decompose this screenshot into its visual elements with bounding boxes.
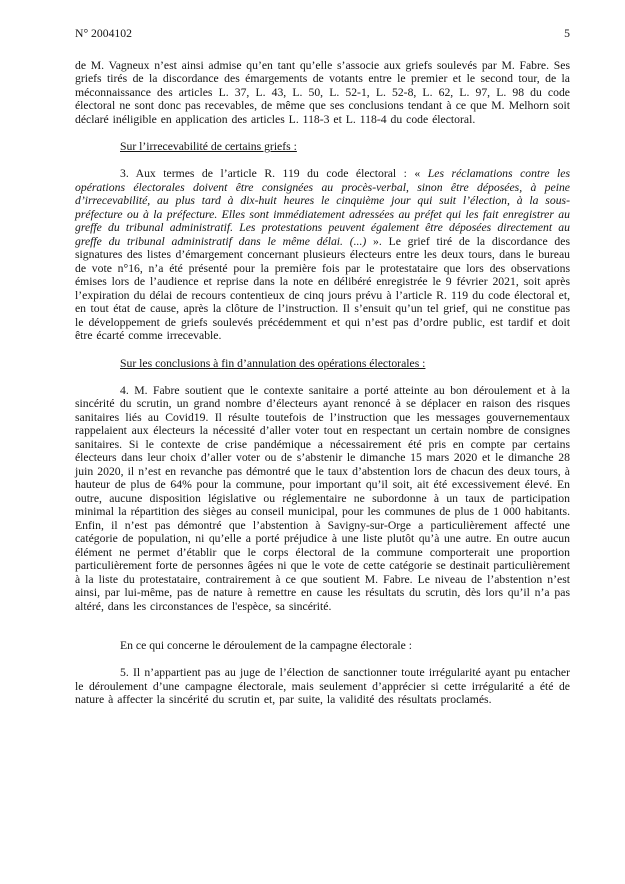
section-heading-irrecevabilite	[75, 140, 570, 154]
document-body	[75, 59, 570, 707]
paragraph-3-statute-quote: Les réclamations contre les opérations électorales doivent être consignées au procès-verbal, sinon être déposées, à peine d’irrecevabilité, au plus tard à dix-huit heures le cinquième jour qui suit l’élection, à la sous-préfecture ou à la préfecture. Elles sont immédiatement adressées au préfet qui les fait enregistrer au greffe du tribunal administratif. Les protestations peuvent également être déposées directement au greffe du tribunal administratif dans le même délai. (...)	[75, 167, 571, 248]
paragraph-3-intro: 3. Aux termes de l’article R. 119 du code électoral : «	[120, 167, 428, 180]
page-header	[75, 27, 570, 41]
section-heading-conclusions	[75, 357, 570, 371]
paragraph-5: 5. Il n’appartient pas au juge de l’élection de sanctionner toute irrégularité ayant pu entacher le déroulement d’une campagne électorale, mais seulement d’apprécier si cette irrégularité a été de nature à affecter la sincérité du scrutin et, par suite, la validité des résultats proclamés.	[75, 666, 570, 706]
paragraph-3-outro: ». Le grief tiré de la discordance des signatures des listes d’émargement concernant plusieurs électeurs entre les deux tours, dans le bureau de vote n°16, n’a été présenté pour la première fois par le protestataire que lors des observations émises lors de l’audience et reprise dans la note en délibéré enregistrée le 9 février 2021, soit après l’expiration du délai de recours contentieux de cinq jours prévu à l’article R. 119 du code électoral et, en tout état de cause, après la clôture de l’instruction. Il s’ensuit qu’un tel grief, qui ne constitue pas le développement de griefs soulevés précédemment et qui n’est pas d’ordre public, est tardif et doit être écarté comme irrecevable.	[75, 234, 570, 342]
page-number: 5	[564, 27, 570, 40]
subheading-campagne-electorale: En ce qui concerne le déroulement de la campagne électorale :	[120, 639, 413, 652]
paragraph-continuation: de M. Vagneux n’est ainsi admise qu’en tant qu’elle s’associe aux griefs soulevés par M. Fabre. Ses griefs tirés de la discordance des émargements de votants entre le premier et le second tour, de la méconnaissance des articles L. 37, L. 43, L. 50, L. 52-1, L. 52-8, L. 62, L. 97, L. 98 du code électoral ne sont donc pas recevables, de même que ses conclusions tendant à ce que M. Melhorn soit déclaré inéligible en application des articles L. 118-3 et L. 118-4 du code électoral.	[75, 58, 570, 126]
section-heading-conclusions-text: Sur les conclusions à fin d’annulation des opérations électorales :	[120, 356, 426, 370]
paragraph-3	[75, 167, 570, 343]
case-number: N° 2004102	[75, 27, 132, 40]
section-heading-irrecevabilite-text: Sur l’irrecevabilité de certains griefs :	[120, 140, 297, 153]
paragraph-4: 4. M. Fabre soutient que le contexte sanitaire a porté atteinte au bon déroulement et à la sincérité du scrutin, un grand nombre d’électeurs ayant renoncé à se déplacer en raison des risques sanitaires liés au Covid19. Il résulte toutefois de l’instruction que les messages gouvernementaux rappelaient aux électeurs la nécessité d’aller voter tout en respectant un certain nombre de consignes sanitaires. Si le contexte de crise pandémique a nécessairement été pris en compte par certains électeurs dans leur choix d’aller voter ou de s’abstenir le dimanche 15 mars 2020 et le dimanche 28 juin 2020, il n’est en revanche pas démontré que le taux d’abstention lors de chacun des deux tours, à hauteur de plus de 64% pour la commune, pour important qu’il soit, ait été excessivement élevé. En outre, aucune disposition législative ou réglementaire ne subordonne à un taux de participation minimal la répartition des sièges au conseil municipal, pour les communes de plus de 1 000 habitants. Enfin, il n’est pas démontré que l’abstention à Savigny-sur-Orge a particulièrement affecté une catégorie de population, ni qu’elle a porté préjudice à une liste plutôt qu’à une autre. En outre aucun élément ne permet d’établir que le corps électoral de la commune comporterait une proportion particulièrement forte de personnes âgées ni que le vote de cette catégorie se destinait particulièrement à la liste du protestataire, contrairement à ce que soutient M. Fabre. Le niveau de l’abstention n’est ainsi, par lui-même, pas de nature à remettre en cause les résultats du scrutin, dès lors qu’il n’a pas altéré, dans les circonstances de l'espèce, sa sincérité.	[75, 383, 570, 613]
